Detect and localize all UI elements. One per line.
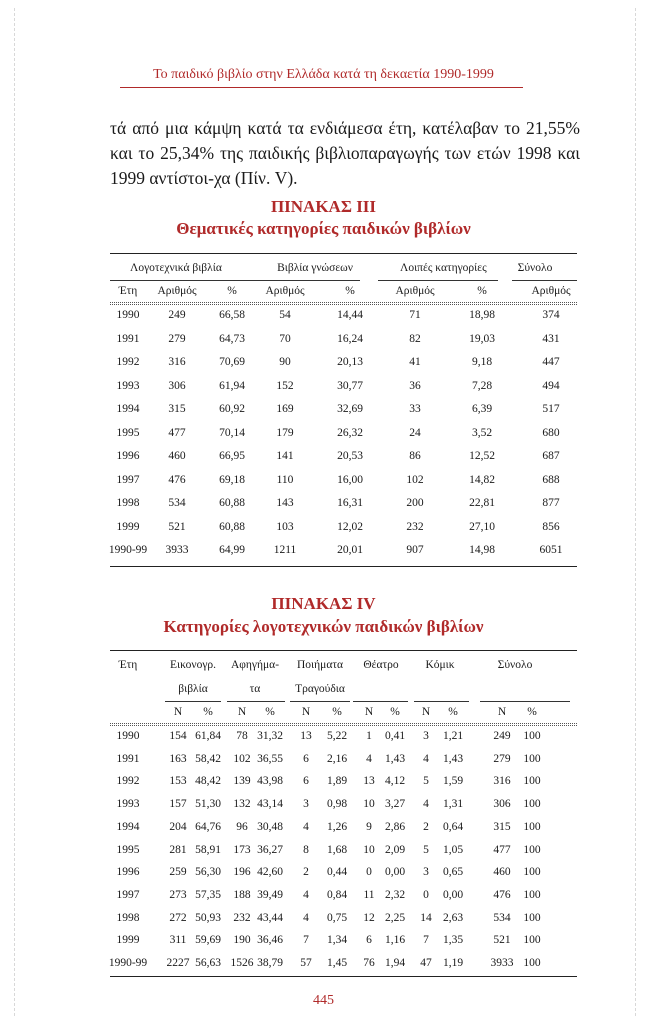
table4-cell: 2,16 (326, 752, 348, 765)
table3-year-cell: 1997 (116, 473, 140, 486)
table4-cell: 5 (423, 775, 429, 788)
table4-cell: 521 (493, 934, 511, 947)
table3-cell: 71 (409, 309, 421, 321)
table3-column-header: % (345, 285, 355, 297)
table4-cell: 50,93 (195, 911, 221, 924)
table3-year-cell: 1994 (116, 403, 140, 415)
table4-cell: 13 (300, 730, 312, 742)
table4-cell: 3933 (490, 957, 514, 969)
table4-cell: 204 (169, 820, 187, 833)
table4-cell: 273 (169, 888, 187, 901)
table4-cell: 0,00 (384, 866, 406, 879)
table4-n-header: Ν (364, 706, 374, 718)
table4-cell: 163 (169, 752, 187, 765)
table4-cell: 10 (363, 798, 375, 811)
table4-cell: 100 (523, 752, 541, 765)
table4-cell: 12 (363, 911, 375, 924)
table4-cell: 96 (236, 820, 248, 833)
table3-year-cell: 1995 (116, 426, 140, 439)
table3-cell: 12,52 (469, 450, 495, 462)
table3-year-cell: 1990-99 (108, 544, 148, 556)
table4-group-header: Σύνολο (497, 659, 533, 671)
table4-cell: 3,27 (384, 798, 406, 811)
table4-cell: 7 (303, 934, 309, 947)
table3-year-cell: 1991 (116, 332, 140, 345)
table3-cell: 41 (409, 356, 421, 368)
table4-percent-header: % (203, 706, 213, 718)
table3-cell: 534 (168, 497, 186, 509)
running-head-rule (120, 87, 523, 88)
table4-year-cell: 1993 (116, 798, 140, 811)
table4-cell: 4 (366, 752, 372, 765)
table3-cell: 877 (542, 497, 560, 509)
table4-cell: 1526 (230, 957, 254, 969)
table3-header-rule (110, 302, 577, 303)
table3-cell: 6,39 (471, 403, 493, 415)
table4-year-cell: 1998 (116, 911, 140, 924)
table4-group-header-line2: τα (249, 683, 261, 695)
table4-cell: 534 (493, 911, 511, 924)
table3-cell: 856 (542, 520, 560, 533)
table4-cell: 281 (169, 843, 187, 856)
table4-cell: 139 (233, 775, 251, 788)
table4-cell: 311 (169, 934, 187, 947)
table4-cell: 190 (233, 934, 251, 947)
table3-column-header: Αριθμός (531, 285, 571, 297)
table3-cell: 3933 (165, 544, 189, 556)
table4-n-header: Ν (421, 706, 431, 718)
table4-cell: 1,26 (326, 820, 348, 833)
table4-cell: 4 (423, 798, 429, 811)
table3-cell: 26,32 (337, 426, 363, 439)
table4-year-cell: 1995 (116, 843, 140, 856)
table3-cell: 200 (406, 497, 424, 509)
table4-n-header: Ν (497, 706, 507, 718)
table4-cell: 3 (423, 730, 429, 742)
table4-cell: 100 (523, 843, 541, 856)
table3-cell: 9,18 (471, 356, 493, 368)
table4-cell: 1,43 (442, 752, 464, 765)
table4-cell: 43,44 (257, 911, 283, 924)
table4-cell: 100 (523, 957, 541, 969)
table4-number: ΠΙΝΑΚΑΣ IV (271, 594, 376, 613)
table4-cell: 4 (423, 752, 429, 765)
table4-cell: 1,05 (442, 843, 464, 856)
table3-cell: 33 (409, 403, 421, 415)
table4-cell: 9 (366, 820, 372, 833)
table3-cell: 494 (542, 379, 560, 392)
table4-cell: 1,16 (384, 934, 406, 947)
table4-cell: 259 (169, 866, 187, 879)
table4-cell: 2,86 (384, 820, 406, 833)
table4-cell: 0,00 (442, 888, 464, 901)
table4-cell: 10 (363, 843, 375, 856)
table4-group-rule (165, 701, 221, 702)
table4-cell: 100 (523, 911, 541, 924)
table4-cell: 43,98 (257, 775, 283, 788)
table4-cell: 36,27 (257, 843, 283, 856)
table3-year-cell: 1993 (116, 379, 140, 392)
table4-cell: 196 (233, 866, 251, 879)
table3-group-rule (260, 280, 360, 281)
table4-n-header: Ν (301, 706, 311, 718)
table3-cell: 316 (168, 356, 186, 368)
table4-cell: 78 (236, 730, 248, 742)
table4-cell: 6 (303, 752, 309, 765)
table3-cell: 36 (409, 379, 421, 392)
table3-cell: 179 (276, 426, 294, 439)
table4-cell: 100 (523, 934, 541, 947)
table3-cell: 3,52 (471, 426, 493, 439)
table4-cell: 0,64 (442, 820, 464, 833)
table4-cell: 48,42 (195, 775, 221, 788)
table4-cell: 100 (523, 798, 541, 811)
table4-group-header-line2: Τραγούδια (295, 683, 345, 695)
table3-cell: 110 (276, 473, 294, 486)
table3-cell: 315 (168, 403, 186, 415)
table3-group-header: Βιβλία γνώσεων (277, 262, 353, 274)
table3-cell: 279 (168, 332, 186, 345)
table3-year-cell: 1998 (116, 497, 140, 509)
table4-cell: 4 (303, 888, 309, 901)
table3-cell: 32,69 (337, 403, 363, 415)
table4-cell: 249 (493, 730, 511, 742)
table3-header-rule (110, 304, 577, 305)
table3-cell: 70,14 (219, 426, 245, 439)
table4-cell: 3 (303, 798, 309, 811)
table4-cell: 316 (493, 775, 511, 788)
table4-group-header-line2: βιβλία (178, 683, 208, 695)
table4-cell: 58,91 (195, 843, 221, 856)
table3-cell: 306 (168, 379, 186, 392)
table4-cell: 0,75 (326, 911, 348, 924)
table4-cell: 0,41 (384, 730, 406, 742)
table4-group-header: Κόμικ (425, 659, 455, 671)
table3-cell: 517 (542, 403, 560, 415)
table4-cell: 31,32 (257, 730, 283, 742)
table4-group-rule (480, 701, 570, 702)
table4-cell: 100 (523, 730, 541, 742)
table4-cell: 58,42 (195, 752, 221, 765)
table3-cell: 20,13 (337, 356, 363, 368)
table4-cell: 2227 (166, 957, 190, 969)
table3-cell: 169 (276, 403, 294, 415)
table3-cell: 477 (168, 426, 186, 439)
table4-n-header: Ν (237, 706, 247, 718)
table4-cell: 11 (363, 888, 375, 901)
table4-percent-header: % (390, 706, 400, 718)
table4-cell: 2,63 (442, 911, 464, 924)
table3-cell: 102 (406, 473, 424, 486)
table4-cell: 2,25 (384, 911, 406, 924)
table3-column-header: Αριθμός (395, 285, 435, 297)
table3-column-header: Έτη (118, 285, 138, 297)
table4-cell: 0,44 (326, 866, 348, 879)
table3-cell: 70 (279, 332, 291, 345)
table4-group-rule (353, 701, 408, 702)
table4-cell: 1,45 (326, 957, 348, 969)
table4-group-rule (290, 701, 350, 702)
table3-year-cell: 1990 (116, 309, 140, 321)
table3-cell: 19,03 (469, 332, 495, 345)
table4-group-header: Εικονογρ. (169, 659, 217, 671)
table3-cell: 1211 (273, 544, 297, 556)
table3-cell: 86 (409, 450, 421, 462)
table4-cell: 51,30 (195, 798, 221, 811)
table4-percent-header: % (527, 706, 537, 718)
table4-cell: 315 (493, 820, 511, 833)
table4-cell: 2,09 (384, 843, 406, 856)
table4-year-cell: 1990-99 (108, 957, 148, 969)
table4-group-rule (414, 701, 469, 702)
table4-n-header: Ν (173, 706, 183, 718)
table4-cell: 1 (366, 730, 372, 742)
table3-group-rule (378, 280, 498, 281)
table3-year-cell: 1999 (116, 520, 140, 533)
table4-cell: 56,30 (195, 866, 221, 879)
table3-cell: 54 (279, 309, 291, 321)
table4-cell: 61,84 (195, 730, 221, 742)
table3-cell: 18,98 (469, 309, 495, 321)
table3-cell: 232 (406, 520, 424, 533)
table4-cell: 36,46 (257, 934, 283, 947)
table4-cell: 460 (493, 866, 511, 879)
table3-group-rule (110, 280, 260, 281)
table4-year-cell: 1999 (116, 934, 140, 947)
table4-cell: 100 (523, 866, 541, 879)
table3-cell: 16,24 (337, 332, 363, 345)
table4-cell: 173 (233, 843, 251, 856)
table4-cell: 38,79 (257, 957, 283, 969)
table3-cell: 16,31 (337, 497, 363, 509)
table3-group-header: Λοιπές κατηγορίες (400, 262, 487, 274)
table3-cell: 20,01 (337, 544, 363, 556)
table4-title: Κατηγορίες λογοτεχνικών παιδικών βιβλίων (163, 617, 484, 636)
table3-cell: 64,99 (219, 544, 245, 556)
table4-cell: 47 (420, 957, 432, 969)
table4-cell: 188 (233, 888, 251, 901)
table3-group-header: Σύνολο (517, 262, 553, 274)
table4-cell: 2,32 (384, 888, 406, 901)
table4-year-cell: 1994 (116, 820, 140, 833)
table3-cell: 141 (276, 450, 294, 462)
table4-cell: 14 (420, 911, 432, 924)
table3-cell: 521 (168, 520, 186, 533)
table3-cell: 476 (168, 473, 186, 486)
table3-cell: 66,58 (219, 309, 245, 321)
table3-cell: 30,77 (337, 379, 363, 392)
table4-year-cell: 1990 (116, 730, 140, 742)
table3-cell: 69,18 (219, 473, 245, 486)
table3-cell: 60,88 (219, 497, 245, 509)
table3-cell: 907 (406, 544, 424, 556)
table4-percent-header: % (448, 706, 458, 718)
table4-cell: 13 (363, 775, 375, 788)
running-head: Το παιδικό βιβλίο στην Ελλάδα κατά τη δεκαετία 1990-1999 (153, 67, 494, 82)
table3-year-cell: 1996 (116, 450, 140, 462)
table3-cell: 90 (279, 356, 291, 368)
table3-cell: 70,69 (219, 356, 245, 368)
table4-cell: 57,35 (195, 888, 221, 901)
table3-cell: 24 (409, 426, 421, 439)
table4-cell: 1,19 (442, 957, 464, 969)
table3-group-header: Λογοτεχνικά βιβλία (130, 262, 222, 274)
table4-cell: 0 (423, 888, 429, 901)
table4-cell: 6 (303, 775, 309, 788)
table4-group-header: Θέατρο (363, 659, 399, 671)
table3-cell: 61,94 (219, 379, 245, 392)
table4-cell: 5,22 (326, 730, 348, 742)
table3-cell: 7,28 (471, 379, 493, 392)
table4-cell: 1,31 (442, 798, 464, 811)
table4-cell: 8 (303, 843, 309, 856)
table3-cell: 20,53 (337, 450, 363, 462)
table4-header-rule (110, 723, 577, 724)
table4-cell: 100 (523, 888, 541, 901)
table3-column-header: % (477, 285, 487, 297)
table3-cell: 14,98 (469, 544, 495, 556)
table4-year-cell: 1997 (116, 888, 140, 901)
table4-year-cell: 1992 (116, 775, 140, 788)
table3-cell: 103 (276, 520, 294, 533)
table3-cell: 447 (542, 356, 560, 368)
table4-cell: 7 (423, 934, 429, 947)
table3-cell: 6051 (539, 544, 563, 556)
table3 (110, 253, 577, 567)
table4-cell: 1,34 (326, 934, 348, 947)
table4-cell: 0,84 (326, 888, 348, 901)
table4-cell: 306 (493, 798, 511, 811)
table3-cell: 431 (542, 332, 560, 345)
body-paragraph: τά από μια κάμψη κατά τα ενδιάμεσα έτη, κατέλαβαν το 21,55% και το 25,34% της παιδικής βιβλιοπαραγωγής των ετών 1998 και 1999 αντίστοι-χα (Πίν. V). (110, 118, 580, 188)
table4-cell: 42,60 (257, 866, 283, 879)
table4-cell: 0,65 (442, 866, 464, 879)
table4-group-header: Ποιήματα (297, 659, 343, 671)
table4-header-rule (110, 725, 577, 726)
table4-cell: 2 (423, 820, 429, 833)
table4-cell: 3 (423, 866, 429, 879)
table4-year-header: Έτη (118, 659, 138, 671)
table3-title: Θεματικές κατηγορίες παιδικών βιβλίων (176, 219, 471, 238)
table3-number: ΠΙΝΑΚΑΣ ΙΙΙ (270, 197, 377, 216)
table4-cell: 100 (523, 775, 541, 788)
table4-cell: 56,63 (195, 957, 221, 969)
table4-cell: 154 (169, 730, 187, 742)
table3-cell: 22,81 (469, 497, 495, 509)
table4 (110, 650, 577, 977)
table4-cell: 1,94 (384, 957, 406, 969)
table3-cell: 152 (276, 379, 294, 392)
table3-cell: 27,10 (469, 520, 495, 533)
table4-cell: 43,14 (257, 798, 283, 811)
table4-cell: 4 (303, 911, 309, 924)
table3-cell: 374 (542, 309, 560, 321)
table3-column-header: % (227, 285, 237, 297)
table4-group-header: Αφηγήμα- (230, 659, 280, 671)
table3-cell: 14,82 (469, 473, 495, 486)
table3-column-header: Αριθμός (265, 285, 305, 297)
table3-cell: 460 (168, 450, 186, 462)
table3-cell: 688 (542, 473, 560, 486)
table4-percent-header: % (332, 706, 342, 718)
table4-cell: 232 (233, 911, 251, 924)
table4-percent-header: % (265, 706, 275, 718)
table3-cell: 680 (542, 426, 560, 439)
table4-cell: 132 (233, 798, 251, 811)
table4-cell: 2 (303, 866, 309, 879)
table4-cell: 5 (423, 843, 429, 856)
table4-year-cell: 1996 (116, 866, 140, 879)
table4-cell: 59,69 (195, 934, 221, 947)
table4-cell: 36,55 (257, 752, 283, 765)
table4-cell: 4,12 (384, 775, 406, 788)
table3-cell: 14,44 (337, 309, 363, 321)
table4-cell: 39,49 (257, 888, 283, 901)
table3-cell: 82 (409, 332, 421, 345)
table4-cell: 1,68 (326, 843, 348, 856)
table4-cell: 1,21 (442, 730, 464, 742)
table3-column-header: Αριθμός (157, 285, 197, 297)
table4-year-cell: 1991 (116, 752, 140, 765)
table4-cell: 57 (300, 957, 312, 969)
table4-cell: 100 (523, 820, 541, 833)
table4-cell: 0,98 (326, 798, 348, 811)
table4-group-rule (227, 701, 285, 702)
table3-year-cell: 1992 (116, 356, 140, 368)
table3-cell: 60,92 (219, 403, 245, 415)
table4-cell: 1,59 (442, 775, 464, 788)
table4-cell: 64,76 (195, 820, 221, 833)
table3-cell: 143 (276, 497, 294, 509)
table4-cell: 153 (169, 775, 187, 788)
table4-cell: 6 (366, 934, 372, 947)
table3-cell: 16,00 (337, 473, 363, 486)
table3-cell: 64,73 (219, 332, 245, 345)
table4-cell: 476 (493, 888, 511, 901)
table3-cell: 66,95 (219, 450, 245, 462)
table3-group-rule (512, 280, 577, 281)
table4-cell: 1,43 (384, 752, 406, 765)
table3-cell: 249 (168, 309, 186, 321)
table4-cell: 76 (363, 957, 375, 969)
table3-cell: 12,02 (337, 520, 363, 533)
table4-cell: 1,35 (442, 934, 464, 947)
table4-cell: 279 (493, 752, 511, 765)
page-number: 445 (313, 993, 334, 1008)
table4-cell: 0 (366, 866, 372, 879)
table4-cell: 477 (493, 843, 511, 856)
table4-cell: 30,48 (257, 820, 283, 833)
table4-cell: 102 (233, 752, 251, 765)
table3-cell: 687 (542, 450, 560, 462)
table4-cell: 4 (303, 820, 309, 833)
table4-cell: 157 (169, 798, 187, 811)
table4-cell: 1,89 (326, 775, 348, 788)
table4-cell: 272 (169, 911, 187, 924)
table3-cell: 60,88 (219, 520, 245, 533)
